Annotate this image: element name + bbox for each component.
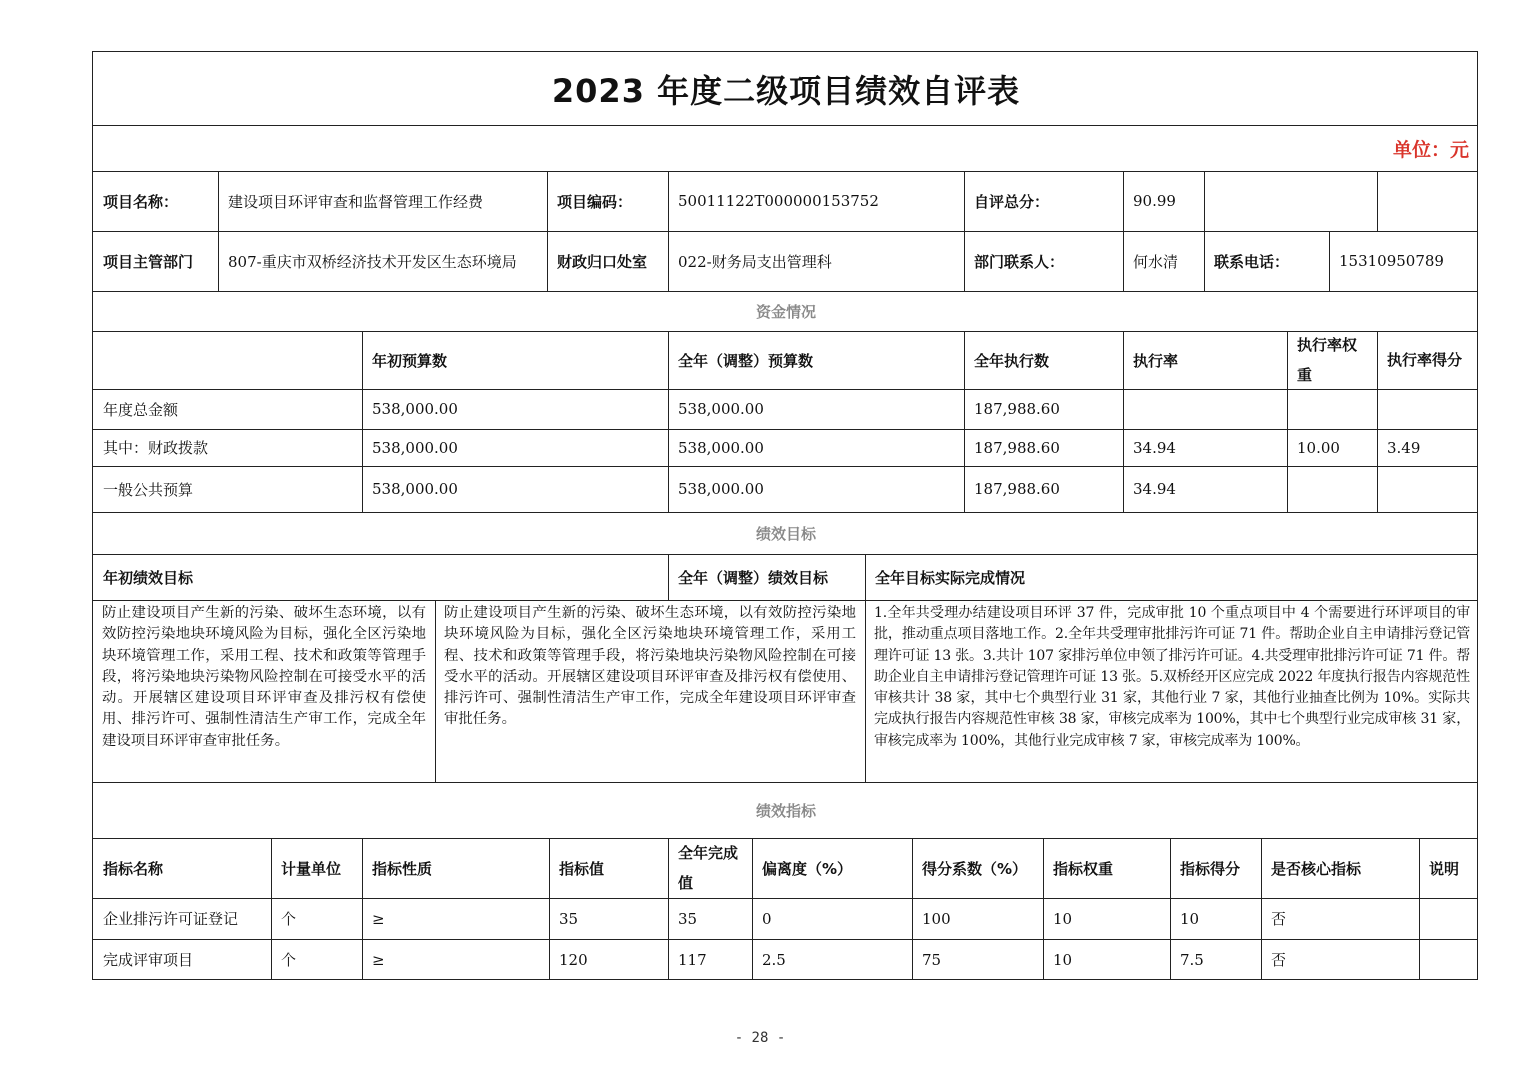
project-code-value: 50011122T000000153752 xyxy=(678,192,879,210)
ind-header-unit: 计量单位 xyxy=(281,859,342,878)
funds-header-rate: 执行率 xyxy=(1133,351,1179,370)
page-title: 2023 年度二级项目绩效自评表 xyxy=(551,71,1021,110)
ind-row-unit: 个 xyxy=(281,910,297,928)
funds-row-executed: 187,988.60 xyxy=(974,480,1060,498)
project-name-value: 建设项目环评审查和监督管理工作经费 xyxy=(228,192,484,211)
ind-row-deviation: 2.5 xyxy=(762,950,786,969)
goals-actual-text: 1.全年共受理办结建设项目环评 37 件，完成审批 10 个重点项目中 4 个需要进行环评项目的审批，推动重点项目落地工作。2.全年共受理审批排污许可证 71 件。帮助企业自主申请排污登记管理许可证 13 张。3.共计 107 家排污单位申领了排污许可证。4.共受理审批排污许可证 71 件。帮助企业自主申请排污登记管理许可证 13 张。5.双桥经开区应完成 2022 年度执行报告内容规范性审核共计 38 家，其中七个典型行业 31 家，其他行业 7 家，其他行业抽查比例为 10%。实际共完成执行报告内容规范性审核 38 家，审核完成率为 100%，其中七个典型行业完成审核 31 家，审核完成率为 100%，其他行业完成审核 7 家，审核完成率为 100%。 xyxy=(874,605,1470,749)
contact-value: 何水清 xyxy=(1133,252,1179,271)
funds-row-rate: 34.94 xyxy=(1133,438,1176,457)
ind-row-deviation: 0 xyxy=(762,909,772,928)
funds-row-budget: 538,000.00 xyxy=(372,438,458,457)
score-label: 自评总分： xyxy=(974,192,1050,211)
finance-label: 财政归口处室 xyxy=(557,252,648,271)
page-number: - 28 - xyxy=(734,1030,786,1046)
goals-header-adjusted: 全年（调整）绩效目标 xyxy=(678,568,829,587)
phone-label: 联系电话： xyxy=(1214,252,1290,271)
ind-row-weight: 10 xyxy=(1053,950,1073,969)
funds-header-executed: 全年执行数 xyxy=(974,351,1050,370)
evaluation-table xyxy=(92,51,1478,980)
ind-header-target: 指标值 xyxy=(559,859,605,878)
ind-row-coef: 100 xyxy=(922,909,951,928)
project-code-label: 项目编码： xyxy=(557,192,633,211)
funds-row-adjusted: 538,000.00 xyxy=(678,438,764,457)
ind-row-coef: 75 xyxy=(922,950,942,969)
ind-row-name: 完成评审项目 xyxy=(103,951,194,969)
ind-header-name: 指标名称 xyxy=(103,859,164,878)
goals-adjusted-text: 防止建设项目产生新的污染、破坏生态环境，以有效防控污染地块环境风险为目标，强化全区污染地块环境管理工作，采用工程、技术和政策等管理手段，将污染地块污染物风险控制在可接受水平的活动。开展辖区建设项目环评审查及排污权有偿使用、排污许可、强制性清洁生产审工作，完成全年建设项目环评审查审批任务。 xyxy=(444,605,856,728)
ind-row-nature: ≥ xyxy=(372,909,385,928)
phone-value: 15310950789 xyxy=(1339,252,1444,270)
ind-row-core: 否 xyxy=(1271,951,1287,969)
goals-initial-text: 防止建设项目产生新的污染、破坏生态环境，以有效防控污染地块环境风险为目标，强化全区污染地块环境管理工作，采用工程、技术和政策等管理手段，将污染地块污染物风险控制在可接受水平的活动。开展辖区建设项目环评审查及排污权有偿使用、排污许可、强制性清洁生产审工作，完成全年建设项目环评审查审批任务。 xyxy=(102,605,426,749)
funds-row-adjusted: 538,000.00 xyxy=(678,400,764,418)
unit-label: 单位：元 xyxy=(1392,138,1469,161)
funds-row-adjusted: 538,000.00 xyxy=(678,480,764,498)
score-value: 90.99 xyxy=(1133,192,1176,210)
goals-header-initial: 年初绩效目标 xyxy=(103,568,194,587)
funds-row-budget: 538,000.00 xyxy=(372,400,458,418)
funds-header-weight: 执行率权重 xyxy=(1297,336,1358,384)
ind-row-actual: 117 xyxy=(678,950,707,969)
ind-row-score: 7.5 xyxy=(1180,950,1204,969)
funds-row-budget: 538,000.00 xyxy=(372,480,458,498)
ind-row-actual: 35 xyxy=(678,909,698,928)
project-name-label: 项目名称： xyxy=(103,192,179,211)
ind-row-weight: 10 xyxy=(1053,909,1073,928)
ind-row-unit: 个 xyxy=(281,951,297,969)
ind-row-target: 120 xyxy=(559,950,588,969)
funds-row-name: 一般公共预算 xyxy=(103,480,194,499)
goals-section-title: 绩效目标 xyxy=(755,524,816,543)
ind-header-actual: 全年完成值 xyxy=(678,844,739,892)
funds-header-adjusted: 全年（调整）预算数 xyxy=(678,351,814,370)
funds-header-score: 执行率得分 xyxy=(1387,351,1463,369)
ind-header-nature: 指标性质 xyxy=(372,859,433,878)
funds-section-title: 资金情况 xyxy=(755,302,816,321)
ind-header-core: 是否核心指标 xyxy=(1271,859,1362,878)
funds-header-budget: 年初预算数 xyxy=(372,351,448,370)
ind-header-deviation: 偏离度（%） xyxy=(762,859,853,878)
funds-row-score: 3.49 xyxy=(1387,438,1421,457)
dept-value: 807-重庆市双桥经济技术开发区生态环境局 xyxy=(228,252,517,271)
ind-header-note: 说明 xyxy=(1429,859,1460,878)
ind-header-weight: 指标权重 xyxy=(1053,859,1114,878)
funds-row-name: 年度总金额 xyxy=(103,400,179,419)
ind-row-nature: ≥ xyxy=(372,950,385,969)
dept-label: 项目主管部门 xyxy=(103,252,194,271)
funds-row-executed: 187,988.60 xyxy=(974,438,1060,457)
ind-header-score: 指标得分 xyxy=(1180,859,1241,878)
indicators-section-title: 绩效指标 xyxy=(755,801,816,820)
goals-header-actual: 全年目标实际完成情况 xyxy=(875,568,1026,587)
funds-row-rate: 34.94 xyxy=(1133,480,1176,498)
ind-header-coef: 得分系数（%） xyxy=(922,859,1028,878)
ind-row-target: 35 xyxy=(559,909,579,928)
finance-value: 022-财务局支出管理科 xyxy=(678,252,832,271)
funds-row-weight: 10.00 xyxy=(1297,438,1340,457)
funds-row-name: 其中：财政拨款 xyxy=(103,439,209,457)
ind-row-score: 10 xyxy=(1180,909,1200,928)
contact-label: 部门联系人： xyxy=(974,252,1065,271)
ind-row-core: 否 xyxy=(1271,910,1287,928)
funds-row-executed: 187,988.60 xyxy=(974,400,1060,418)
ind-row-name: 企业排污许可证登记 xyxy=(103,910,239,928)
